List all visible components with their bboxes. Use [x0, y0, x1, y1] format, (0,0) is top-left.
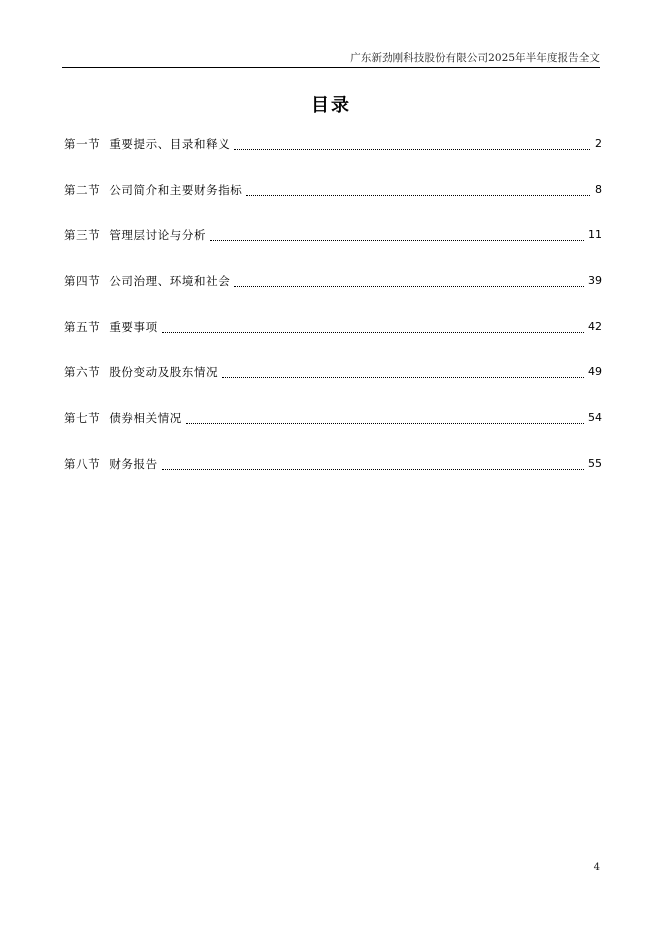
page-title: 目录: [311, 95, 351, 116]
toc-entry[interactable]: [64, 317, 602, 337]
footer-page-number: 4: [593, 862, 600, 873]
toc-page-number: 49: [588, 365, 602, 379]
toc-entry[interactable]: [64, 362, 602, 382]
table-of-contents: [64, 134, 602, 500]
page-header: [62, 50, 600, 66]
toc-dot-leader: [234, 134, 590, 154]
toc-entry[interactable]: [64, 408, 602, 428]
toc-page-number: 11: [588, 228, 602, 242]
toc-section-number: 第七节: [64, 411, 101, 426]
toc-section-title: 重要事项: [109, 319, 158, 334]
toc-dot-leader: [186, 408, 584, 428]
toc-section-title: 公司治理、环境和社会: [109, 274, 231, 289]
toc-section-title: 财务报告: [109, 456, 158, 471]
toc-section-number: 第六节: [64, 365, 101, 380]
toc-page-number: 8: [595, 182, 602, 196]
toc-page-number: 2: [595, 137, 602, 150]
toc-entry[interactable]: [64, 180, 602, 200]
toc-section-title: 公司简介和主要财务指标: [109, 182, 243, 197]
toc-page-number: 55: [588, 456, 602, 470]
toc-section-title: 债券相关情况: [109, 411, 182, 426]
toc-section-title: 股份变动及股东情况: [109, 365, 219, 380]
toc-entry[interactable]: [64, 454, 602, 474]
toc-entry[interactable]: [64, 134, 602, 154]
toc-dot-leader: [210, 225, 584, 245]
toc-section-number: 第四节: [64, 274, 101, 289]
toc-entry[interactable]: [64, 271, 602, 291]
toc-section-number: 第一节: [64, 137, 101, 151]
toc-section-title: 管理层讨论与分析: [109, 228, 207, 243]
toc-dot-leader: [234, 271, 584, 291]
toc-dot-leader: [222, 362, 584, 382]
toc-dot-leader: [246, 180, 590, 200]
toc-dot-leader: [162, 317, 584, 337]
toc-dot-leader: [162, 454, 584, 474]
toc-section-number: 第三节: [64, 228, 101, 243]
toc-page-number: 39: [588, 274, 602, 288]
header-divider: [62, 67, 600, 68]
toc-section-title: 重要提示、目录和释义: [109, 137, 231, 151]
toc-entry[interactable]: [64, 225, 602, 245]
toc-section-number: 第二节: [64, 182, 101, 197]
header-company-report: 广东新劲刚科技股份有限公司2025年半年度报告全文: [350, 52, 600, 64]
toc-section-number: 第八节: [64, 456, 101, 471]
toc-section-number: 第五节: [64, 319, 101, 334]
toc-page-number: 42: [588, 319, 602, 333]
toc-page-number: 54: [588, 411, 602, 425]
